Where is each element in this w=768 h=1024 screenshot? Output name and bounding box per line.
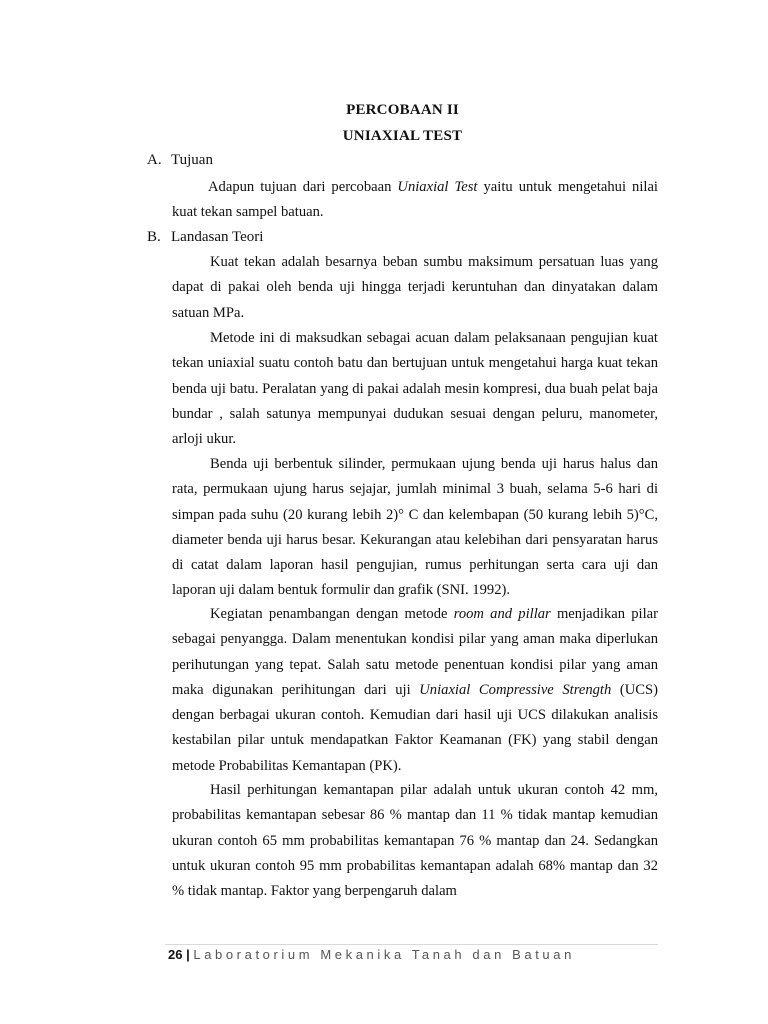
footer-lab-name: Laboratorium Mekanika Tanah dan Batuan: [193, 947, 575, 962]
section-heading-landasan-teori: [147, 229, 263, 246]
section-title: Tujuan: [171, 152, 213, 168]
italic-term: room and pillar: [453, 606, 551, 622]
italic-term: Uniaxial Compressive Strength: [419, 681, 612, 698]
paragraph-kuat-tekan: Kuat tekan adalah besarnya beban sumbu maksimum persatuan luas yang dapat di pakai oleh benda uji hingga terjadi keruntuhan dan dinyatakan dalam satuan MPa.: [172, 254, 658, 321]
paragraph-kegiatan-penambangan: [172, 602, 658, 779]
section-label: B.: [147, 229, 161, 245]
footer-separator: |: [186, 947, 190, 962]
paragraph-tujuan: [172, 175, 658, 226]
text-run: yaitu untuk mengetahui nilai kuat tekan sampel batuan.: [172, 179, 658, 221]
document-subtitle: UNIAXIAL TEST: [342, 128, 463, 144]
text-run: (UCS) dengan berbagai ukuran contoh. Kemudian dari hasil uji UCS dilakukan analisis kestabilan pilar untuk mendapatkan Faktor Keamanan (FK) yang stabil dengan metode Probabilitas Kemantapan (PK).: [172, 681, 658, 774]
footer-divider: [165, 944, 658, 945]
text-run: Kegiatan penambangan dengan metode: [210, 606, 454, 622]
section-title: Landasan Teori: [171, 229, 264, 245]
paragraph-hasil-perhitungan: Hasil perhitungan kemantapan pilar adalah untuk ukuran contoh 42 mm, probabilitas kemantapan sebesar 86 % mantap dan 11 % tidak mantap kemudian ukuran contoh 65 mm probabilitas kemantapan 76 % mantap dan 24. Sedangkan untuk ukuran contoh 95 mm probabilitas kemantapan adalah 68% mantap dan 32 % tidak mantap. Faktor yang berpengaruh dalam: [172, 782, 658, 900]
paragraph-benda-uji: Benda uji berbentuk silinder, permukaan ujung benda uji harus halus dan rata, permukaan ujung harus sejajar, jumlah minimal 3 buah, selama 5-6 hari di simpan pada suhu (20 kurang lebih 2)° C dan kelembapan (50 kurang lebih 5)°C, diameter benda uji harus besar. Kekurangan atau kelebihan dari pensyaratan harus di catat dalam laporan hasil pengujian, rumus perhitungan serta cara uji dan laporan uji dalam bentuk formulir dan grafik (SNI. 1992).: [172, 456, 658, 599]
page-footer: [168, 947, 575, 962]
paragraph-metode: Metode ini di maksudkan sebagai acuan dalam pelaksanaan pengujian kuat tekan uniaxial suatu contoh batu dan bertujuan untuk mengetahui harga kuat tekan benda uji batu. Peralatan yang di pakai adalah mesin kompresi, dua buah pelat baja bundar , salah satunya mempunyai dudukan sesuai dengan peluru, manometer, arloji ukur.: [172, 330, 658, 448]
section-heading-tujuan: [147, 152, 213, 169]
document-title: PERCOBAAN II: [346, 102, 459, 118]
text-run: Adapun tujuan dari percobaan: [208, 179, 398, 195]
text-run: menjadikan pilar sebagai penyangga. Dalam menentukan kondisi pilar yang aman maka diperlukan perihutungan yang tepat. Salah satu metode penentuan kondisi pilar yang aman maka digunakan perihitungan dari uji: [172, 606, 658, 698]
page-number: 26: [168, 947, 183, 962]
section-label: A.: [147, 152, 162, 168]
italic-term: Uniaxial Test: [397, 179, 478, 195]
